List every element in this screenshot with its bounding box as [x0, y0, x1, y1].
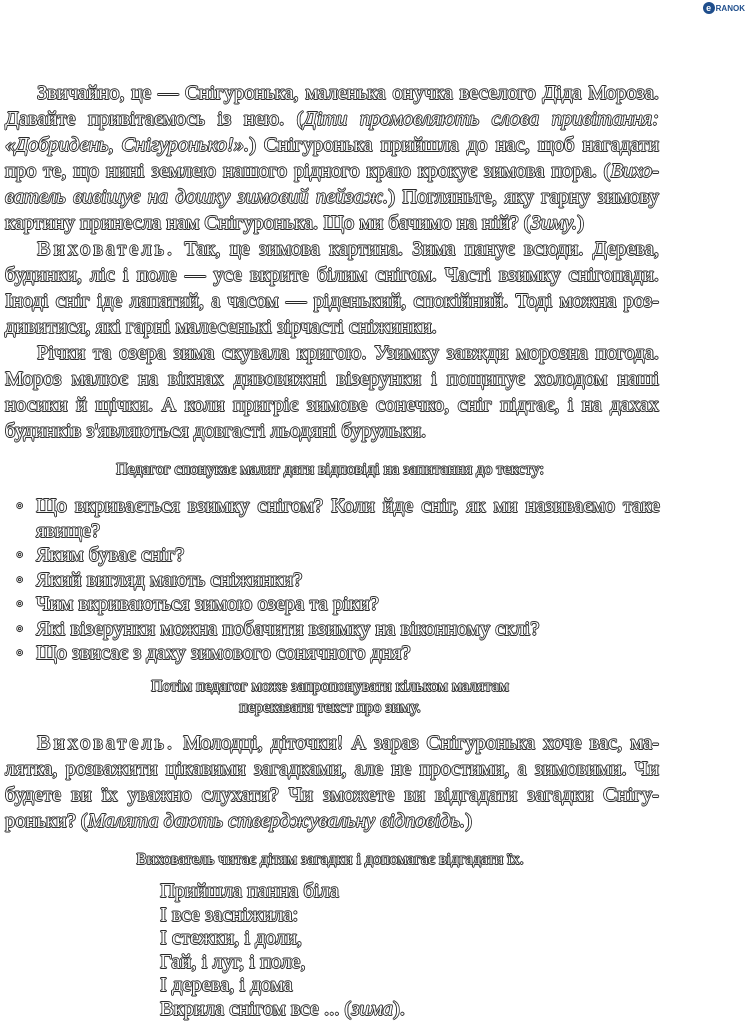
paragraph-riddles-intro — [5, 730, 659, 834]
question-text: Який вигляд мають сніжинки? — [36, 568, 303, 591]
poem-line: І дерева, і дома — [160, 974, 293, 996]
italic-remark: Малята дають стверджувальну відповідь. — [87, 810, 466, 832]
note-line: Потім педагог може запропонувати кільком малятам — [151, 678, 509, 695]
text-span: Звичайно, це — Снігуронька, маленька онучка веселого Діда Мороза. Давайте привітаємось із нею. ( — [5, 82, 659, 130]
paragraph-rivers: Річки та озера зима скувала кригою. Узимку завжди морозна погода. Мороз малює на вікнах дивовижні візерунки і пощипує холодом наші носики й щічки. А коли пригріє зимове сонечко, сніг підтає, і на дахах будинків з'являються довгасті льодяні бурульки. — [5, 342, 659, 442]
text-span: ) — [465, 810, 472, 832]
speaker-label: Вихователь. — [37, 732, 176, 754]
bullet-icon: ◦ — [16, 593, 24, 615]
paragraph-intro — [5, 80, 659, 236]
logo-text: RANOK — [715, 3, 745, 13]
poem-line: Гай, і луг, і поле, — [160, 950, 306, 973]
bullet-icon: ◦ — [16, 544, 24, 566]
note-retell — [0, 676, 660, 718]
italic-remark: Діти промовляють слова привітання: «Добридень, Снігуронько!». — [5, 108, 659, 156]
riddle-poem — [160, 880, 580, 1021]
question-text: Які візерунки можна побачити взимку на віконному склі? — [36, 617, 540, 640]
list-item — [16, 641, 660, 666]
list-item — [16, 568, 660, 593]
speaker-label: Вихователь. — [37, 238, 176, 260]
question-text: Що вкривається взимку снігом? Коли йде сніг, як ми називаємо таке явище? — [36, 495, 660, 542]
text-span: ) — [577, 212, 584, 234]
paragraph-teacher-winter — [5, 236, 659, 340]
poem-line: І все засніжила: — [160, 903, 299, 926]
bullet-icon: ◦ — [16, 617, 24, 640]
list-item — [16, 592, 660, 617]
text-span: Вкрила снігом все ... ( — [160, 997, 352, 1020]
list-item — [16, 494, 660, 543]
note-questions: Педагог спонукає малят дати відповіді на запитання до тексту: — [116, 461, 544, 478]
note-line: переказати текст про зиму. — [239, 699, 421, 716]
text-span: Так, це зимова картина. Зима панує всюди. Дерева, будинки, ліс і поле — усе вкрите білим снігом. Часті взимку снігопади. Іноді сніг іде лапатий, а часом — ріденький, спокійний. Тоді можна роздивитися, які гарні малесенькі зірчасті сніжинки. — [5, 238, 659, 338]
text-span: ) Снігуронька прийшла до нас, щоб нагадати про те, що нині землею нашого рідного краю крокує зимова пора. ( — [5, 134, 659, 182]
bullet-icon: ◦ — [16, 642, 24, 664]
list-item — [16, 543, 660, 568]
riddle-answer: зима — [351, 997, 393, 1020]
poem-line-answer — [160, 998, 580, 1022]
note-riddles: Вихователь читає дітям загадки і допомагає відгадати їх. — [136, 851, 524, 868]
publisher-logo — [703, 2, 745, 14]
italic-answer: Зиму. — [530, 212, 578, 234]
list-item — [16, 617, 660, 642]
poem-line: Прийшла панна біла — [160, 880, 339, 902]
question-text: Чим вкриваються зимою озера та ріки? — [36, 593, 379, 615]
bullet-icon: ◦ — [16, 495, 24, 517]
bullet-icon: ◦ — [16, 568, 24, 591]
text-span: ). — [392, 997, 405, 1020]
question-text: Яким буває сніг? — [36, 544, 185, 566]
question-text: Що звисає з даху зимового сонячного дня? — [36, 642, 411, 664]
italic-remark: Вихователь вивішує на дошку зимовий пейзаж. — [5, 160, 659, 208]
logo-mark-icon: e — [703, 2, 715, 14]
text-span: Молодці, діточки! А зараз Снігуронька хоче вас, малятка, розважити цікавими загадками, але не простими, а зимовими. Чи будете ви їх уважно слухати? Чи зможете ви відгадати загадки Снігуроньки? ( — [5, 732, 659, 832]
text-span: ) Погляньте, яку гарну зимову картину принесла нам Снігуронька. Що ми бачимо на ній? ( — [5, 186, 659, 234]
question-list — [16, 494, 660, 666]
poem-line: І стежки, і доли, — [160, 927, 303, 949]
